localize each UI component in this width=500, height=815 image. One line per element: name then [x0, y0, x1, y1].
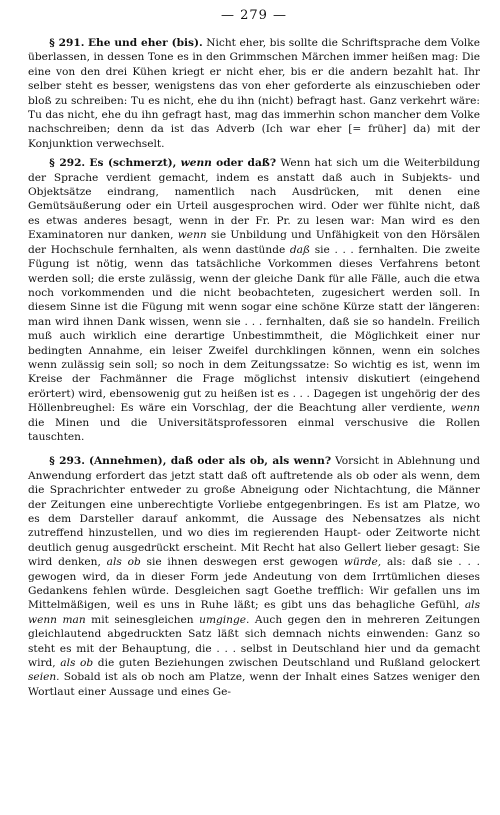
page-number: — 279 — — [220, 8, 288, 23]
emphasis-text: als ob — [60, 657, 94, 670]
section-heading: (Annehmen), daß oder als ob, als wenn? — [88, 455, 332, 468]
body-text: Nicht eher, bis sollte die Schriftsprache dem Volke überlassen, in dessen Tone es in den Grimmschen Märchen immer heißen mag: Die eine von den drei Kühen kriegt er nicht eher, bis er die andern bezahlt hat. Ihr selber steht es besser, wenigstens das von eher geforderte als einzuschieben oder bloß zu schreiben: Tu es nicht, ehe du ihn (nicht) befragt hast. Ganz verkehrt wäre: Tu das nicht, ehe du ihn gefragt hast, mag das immerhin schon mancher dem Volke nachschreiben; denn da ist das Adverb (Ich war eher [= früher] da) mit der Konjunktion verwechselt. — [28, 37, 480, 150]
section-number: § 291. — [49, 37, 85, 49]
body-text: die guten Beziehungen zwischen Deutschland und Rußland gelockert — [97, 657, 481, 670]
body-text: Vorsicht in Ablehnung und Anwendung erfordert das jetzt statt daß oft auftretende als ob oder als wenn, dem die Sprachrichter entweder zu große Abneigung oder Nichtachtung, die Männer der Zeitungen eine unberechtigte Vorliebe entgegenbringen. Es ist am Platze, wo es dem Darsteller darauf ankommt, die Aussage des Nebensatzes als nicht zutreffend hinzustellen, und wo dies im regierenden Haupt- oder Zeitworte nicht deutlich genug ausgedrückt erscheint. Mit Recht hat also Gellert lieber gesagt: Sie wird denken, — [28, 455, 480, 569]
section-292 — [28, 156, 480, 444]
body-text: Sobald ist als ob noch am Platze, wenn der Inhalt eines Satzes weniger den Wortlaut einer Aussage und eines Ge- — [28, 671, 480, 698]
emphasis-text: daß — [289, 243, 311, 256]
emphasis-text: als ob — [106, 556, 141, 569]
body-text: sie . . . fernhalten. Die zweite Fügung ist nötig, wenn das tatsächliche Vorkommen dieses Verfahrens betont werden soll; die erste zulässig, wenn der gleiche Dank für alle Fälle, auch die etwa noch vorkommenden und die nicht beobachteten, zugesichert werden soll. In diesem Sinne ist die Fügung mit wenn sogar eine schöne Kürze statt der längeren: man wird ihnen Dank wissen, wenn sie . . . fernhalten, daß sie so handeln. Freilich muß auch wirklich eine derartige Unbestimmtheit, die Möglichkeit einer nur bedingten Annahme, ein leiser Zweifel durchklingen können, wenn ein solches wenn zulässig sein soll; so noch in dem Zeitungssatze: So wichtig es ist, wenn im Kreise der Fachmänner die Frage möglichst intensiv diskutiert (eingehend erörtert) wird, ebensowenig gut zu heißen ist es . . . Dagegen ist ungehörig der des Höllenbreughel: Es wäre ein Vorschlag, der die Beachtung aller verdiente, — [28, 243, 480, 415]
section-number: § 292. — [49, 157, 86, 170]
section-293 — [28, 454, 480, 699]
emphasis-text: umginge. — [199, 613, 250, 626]
emphasis-text: wenn — [451, 402, 480, 415]
emphasis-text: als wenn man — [28, 599, 480, 626]
body-text: sie Unbildung und Unfähigkeit von den Hörsälen der Hochschule fernhalten, als wenn dastünde — [28, 229, 480, 256]
section-number: § 293. — [49, 455, 85, 468]
section-heading-emphasis: wenn — [180, 157, 212, 170]
emphasis-text: würde, — [343, 556, 382, 569]
section-heading: Ehe und eher (bis). — [87, 37, 203, 49]
emphasis-text: seien. — [28, 671, 60, 684]
body-text: sie ihnen deswegen erst gewogen — [146, 556, 338, 569]
section-heading: oder daß? — [216, 157, 277, 170]
body-text: Auch gegen den in mehreren Zeitungen gleichlautend abgedruckten Satz läßt sich demnach nichts einwenden: Ganz so steht es mit der Behauptung, die . . . selbst in Deutschland hier und da gemacht wird, — [28, 613, 481, 670]
section-291 — [28, 36, 480, 151]
body-text: als: daß sie . . . gewogen wird, da in dieser Form jede Andeutung von dem Irrtümlichen dieses Gedankens fehlen würde. Desgleichen sagt Goethe trefflich: Wir gefallen uns im Mittelmäßigen, weil es uns in Ruhe läßt; es gibt uns das behagliche Gefühl, — [28, 556, 480, 612]
section-heading: Es (schmerzt), — [89, 157, 177, 170]
body-text: mit seinesgleichen — [91, 613, 194, 626]
body-text: die Minen und die Universitätsprofessoren einmal verschusive die Rollen tauschten. — [28, 416, 480, 443]
body-text: Wenn hat sich um die Weiterbildung der Sprache verdient gemacht, indem es anstatt daß auch in Subjekts- und Objektsätze eindrang, namentlich nach Ausdrücken, mit denen eine Gemütsäußerung oder ein Urteil ausgesprochen wird. Oder wer fühlte nicht, daß es etwas anderes besagt, wenn in der Fr. Pr. zu lesen war: Man wird es den Examinatoren nur danken, — [28, 157, 480, 242]
emphasis-text: wenn — [177, 229, 207, 242]
